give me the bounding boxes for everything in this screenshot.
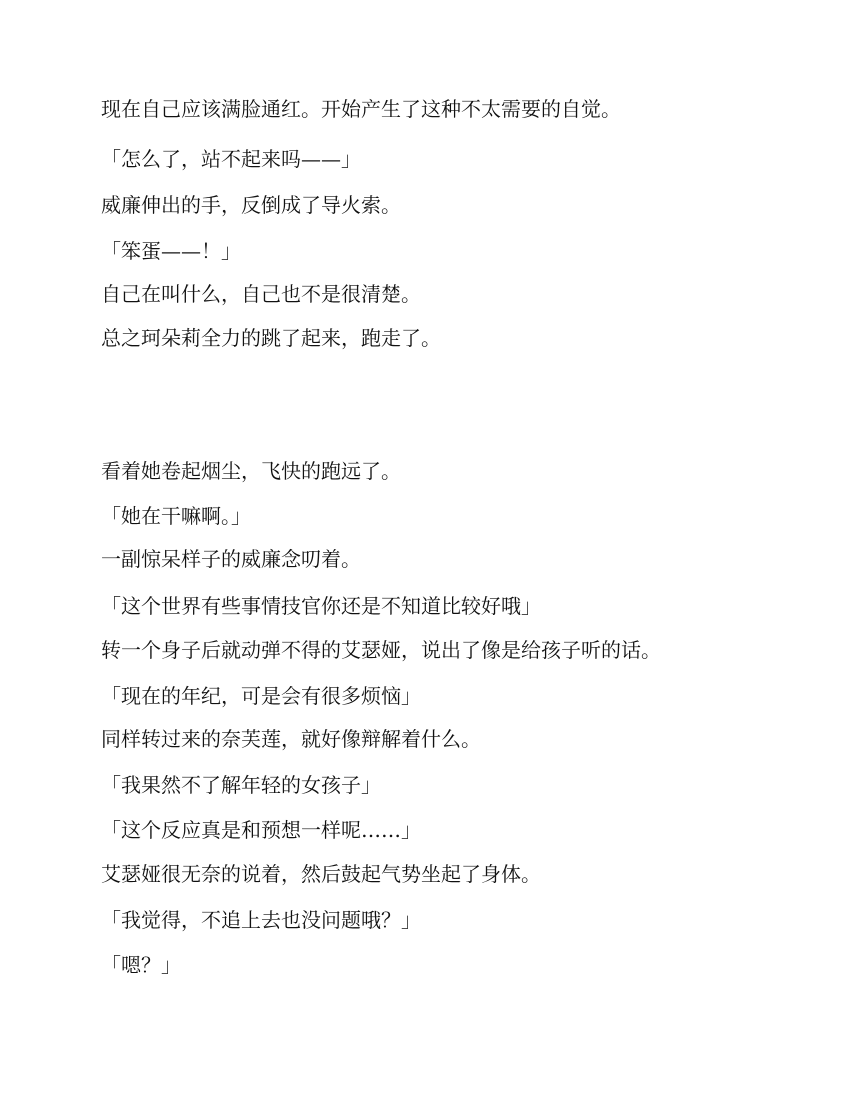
paragraph: 「现在的年纪，可是会有很多烦恼」 bbox=[101, 684, 421, 708]
paragraph: 一副惊呆样子的威廉念叨着。 bbox=[101, 547, 361, 571]
paragraph: 「这个世界有些事情技官你还是不知道比较好哦」 bbox=[101, 594, 541, 618]
paragraph: 「怎么了，站不起来吗——」 bbox=[101, 147, 361, 171]
paragraph: 「笨蛋——！」 bbox=[101, 239, 241, 263]
paragraph: 艾瑟娅很无奈的说着，然后鼓起气势坐起了身体。 bbox=[101, 862, 541, 886]
paragraph: 现在自己应该满脸通红。开始产生了这种不太需要的自觉。 bbox=[101, 97, 621, 121]
paragraph: 「嗯？」 bbox=[101, 953, 181, 977]
paragraph: 总之珂朵莉全力的跳了起来，跑走了。 bbox=[101, 326, 441, 350]
paragraph: 转一个身子后就动弹不得的艾瑟娅，说出了像是给孩子听的话。 bbox=[101, 638, 661, 662]
paragraph: 「她在干嘛啊。」 bbox=[101, 504, 251, 528]
paragraph: 「我果然不了解年轻的女孩子」 bbox=[101, 773, 381, 797]
paragraph: 威廉伸出的手，反倒成了导火索。 bbox=[101, 193, 401, 217]
paragraph: 「这个反应真是和预想一样呢……」 bbox=[101, 818, 421, 842]
paragraph: 同样转过来的奈芙莲，就好像辩解着什么。 bbox=[101, 727, 481, 751]
paragraph: 自己在叫什么，自己也不是很清楚。 bbox=[101, 282, 421, 306]
paragraph: 看着她卷起烟尘，飞快的跑远了。 bbox=[101, 459, 401, 483]
paragraph: 「我觉得，不追上去也没问题哦？」 bbox=[101, 908, 421, 932]
